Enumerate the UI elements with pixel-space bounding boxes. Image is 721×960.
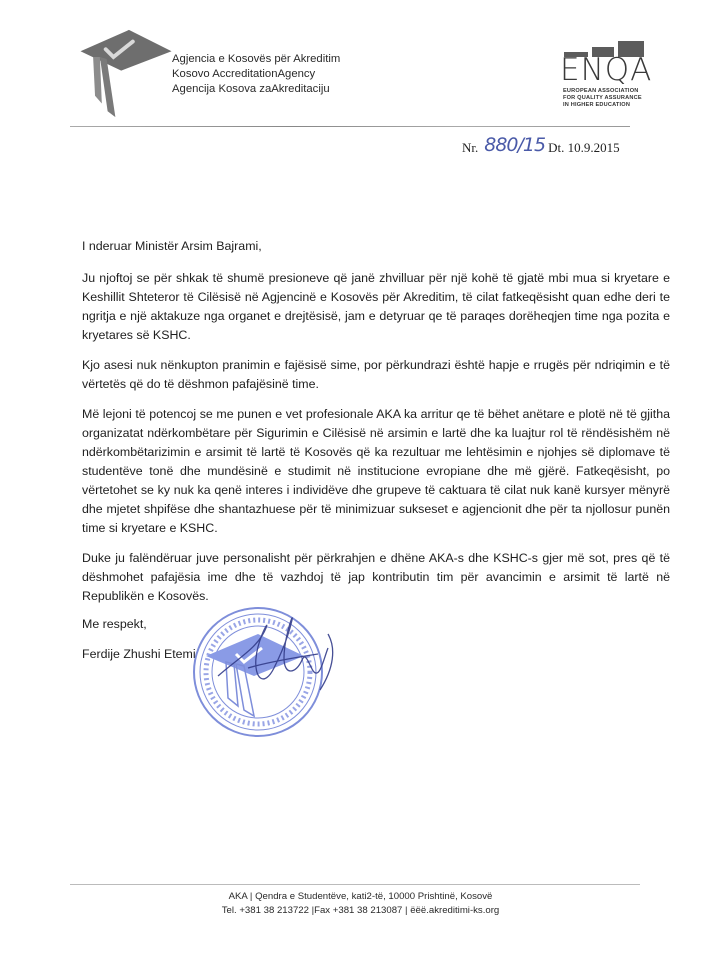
footer-address: AKA | Qendra e Studentëve, kati2-të, 10000 Prishtinë, Kosovë (228, 891, 493, 902)
letter-paragraph-4: Duke ju falëndëruar juve personalisht për përkrahjen e dhëne AKA-s dhe KSHC-s gjer më sot, pres që të dëshmohet pafajësia ime dhe të vazhdoj të jap kontributin tim për avancimin e arsimit të lartë në Republikën e Kosovës. (82, 551, 670, 603)
enqa-subtitle: EUROPEAN ASSOCIATION FOR QUALITY ASSURANCE IN HIGHER EDUCATION (563, 88, 642, 108)
official-stamp-icon (188, 598, 338, 743)
enqa-acronym: ENQA (560, 52, 653, 88)
agency-names (172, 52, 340, 97)
reference-date-label: Dt. (548, 140, 565, 155)
closing-phrase: Me respekt, (82, 617, 147, 631)
agency-name-albanian: Agjencia e Kosovës për Akreditim (172, 53, 341, 65)
header-divider (70, 126, 630, 127)
letter-salutation: I nderuar Ministër Arsim Bajrami, (82, 239, 262, 253)
letter-paragraph-2: Kjo asesi nuk nënkupton pranimin e fajësisë sime, por përkundrazi është hapje e rrugës për ndriqimin e të vërtetës që do të dëshmon pafajësinë time. (82, 358, 670, 391)
reference-nr-label: Nr. (462, 140, 479, 155)
letter-paragraph-3: Më lejoni të potencoj se me punen e vet profesionale AKA ka arritur qe të bëhet anëtare e plotë në të gjitha organizatat ndërkombëtare për Sigurimin e Cilësisë në arsimin e lartë dhe ka luajtur rol të rëndësishëm në ndërkombëtarizimin e arsimit të lartë të Kosovës që ka rezultuar me lehtësimin e njohjes së diplomave të studentëve tonë dhe mundësinë e studimit në institucione evropiane dhe më gjërë. Fatkeqësisht, po vërtetohet se ky nuk ka qenë interes i individëve dhe grupeve të caktuara të cilat nuk kanë kursyer mënyrë dhe mjetet shpifëse dhe shantazhuese për të minimizuar sukseset e agjencionit dhe për ta njollosur punën time si kryetare e KSHC. (82, 407, 670, 535)
agency-name-english: Kosovo AccreditationAgency (172, 68, 316, 80)
letter-footer (0, 890, 721, 918)
footer-divider (70, 884, 640, 885)
reference-line (462, 132, 620, 156)
agency-name-serbian: Agencija Kosova zaAkreditaciju (172, 83, 330, 95)
letter-body (82, 237, 670, 617)
enqa-logo (560, 32, 660, 112)
signatory-name: Ferdije Zhushi Etemi (82, 647, 196, 661)
agency-logo-graduation-cap-icon (78, 28, 176, 120)
letter-paragraph-1: Ju njoftoj se për shkak të shumë presioneve që janë zhvilluar për një kohë të gjatë mbi mua si kryetare e Keshillit Shteteror të Cilësisë në Agjencinë e Kosovës për Akreditim, të cilat fatkeqësisht quan edhe deri te ngritja e një aktakuze nga organet e drejtësisë, jam e detyruar qe të paraqes dorëheqjen time nga pozita e kryetares së KSHC. (82, 271, 670, 342)
reference-nr-handwritten: 880/15 (484, 134, 546, 156)
letter-closing (82, 615, 196, 675)
footer-contacts: Tel. +381 38 213722 |Fax +381 38 213087 | ëëë.akreditimi-ks.org (221, 905, 500, 916)
reference-date: 10.9.2015 (567, 140, 620, 155)
